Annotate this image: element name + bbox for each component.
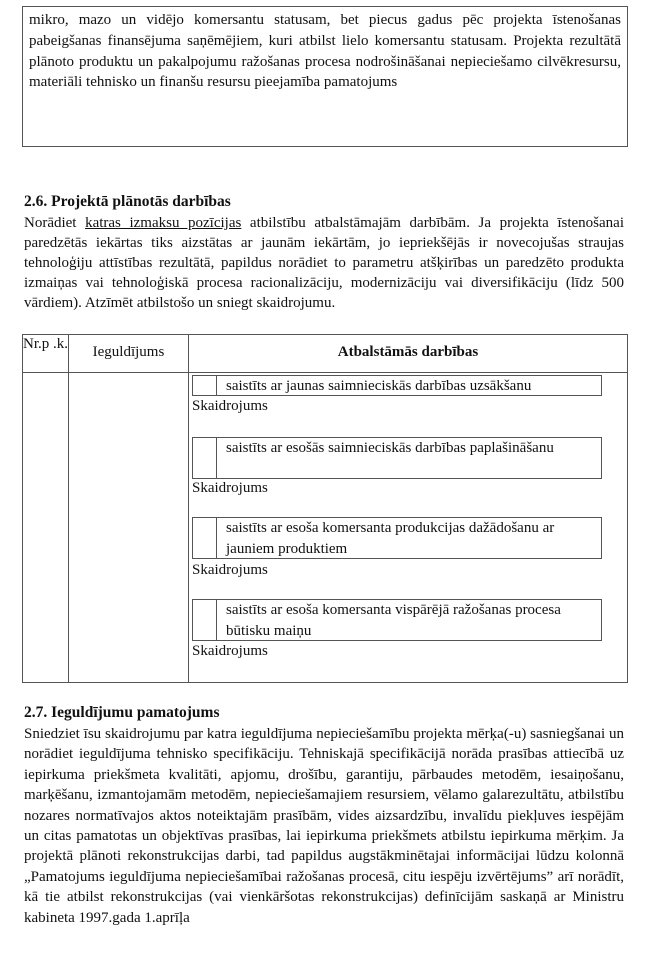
option-4 bbox=[192, 599, 602, 641]
nr-cell[interactable] bbox=[23, 373, 69, 683]
instructions-part-2: atbilstību atbalstāmajām darbībām. Ja projekta īstenošanai paredzētās iekārtas tiks aizstātas ar jaunām iekārtām, jo iepriekšējās ir novecojušas straujas tehnoloģiju attīstības rezultātā, papildus norādiet to parametru atšķirības un paredzēto produkta izmaiņas vai tehnoloģiskā procesa racionalizāciju, modernizāciju vai diversifikāciju (līdz 500 vārdiem). Atzīmēt atbilstošo un sniegt skaidrojumu. bbox=[24, 215, 624, 311]
option-1-box bbox=[192, 375, 602, 396]
intro-text: mikro, mazo un vidējo komersantu statusam, bet piecus gadus pēc projekta īstenošanas pabeigšanas finansējuma saņēmējiem, kuri atbilst lielo komersantu statusam. Projekta rezultātā plānoto produktu un pakalpojumu ražošanas procesa nodrošināšanai nepieciešamo cilvēkresursu, materiāli tehnisko un finanšu resursu pieejamība pamatojums bbox=[29, 12, 621, 91]
instructions-part-1: Norādiet bbox=[24, 215, 86, 231]
section-2-7-text: Sniedziet īsu skaidrojumu par katra ieguldījuma nepieciešamību projekta mērķa(-u) sasniegšanai un norādiet ieguldījuma tehnisko specifikāciju. Tehniskajā specifikācijā norāda prasības attiecībā uz iepirkuma priekšmeta kvalitāti, apjomu, drošību, garantiju, pārbaudes metodēm, iesaiņošanu, marķēšanu, izmantojamām metodēm, nepieciešamajiem resursiem, vēlamo galarezultātu, atbilstību nozares normatīvajos aktos noteiktajām prasībām, vides aizsardzību, invalīdu piekļuves iespējām un citas pamatotas un objektīvas prasības, lai iepirkuma priekšmets atbilstu iepirkuma mērķim. Ja projektā plānoti rekonstrukcijas darbi, tad papildus augstākminētajai informācijai lūdzu kolonnā „Pamatojums ieguldījuma nepieciešamībai ražošanas procesā, citu iespēju izvērtējums” arī norādīt, kā tie atbilst rekonstrukcijas (vai vienkāršotas rekonstrukcijas) definīcijām saskaņā ar Ministru kabineta 1997.gada 1.aprīļa bbox=[24, 726, 624, 926]
option-3-checkbox[interactable] bbox=[193, 518, 217, 558]
option-4-explanation-label: Skaidrojums bbox=[192, 643, 268, 659]
option-3-label: saistīts ar esoša komersanta produkcijas dažādošanu ar jauniem produktiem bbox=[226, 520, 555, 557]
option-4-checkbox[interactable] bbox=[193, 600, 217, 640]
option-4-label: saistīts ar esoša komersanta vispārējā ražošanas procesa būtisku maiņu bbox=[226, 602, 561, 639]
option-1 bbox=[192, 375, 602, 396]
col-investment-header: Ieguldījums bbox=[69, 335, 189, 373]
option-1-checkbox[interactable] bbox=[193, 376, 217, 395]
option-3-box bbox=[192, 517, 602, 559]
investment-cell[interactable] bbox=[69, 373, 189, 683]
option-2-label: saistīts ar esošās saimnieciskās darbības paplašināšanu bbox=[226, 440, 554, 456]
option-1-label: saistīts ar jaunas saimnieciskās darbības uzsākšanu bbox=[226, 378, 532, 394]
cost-items-underlined: katras izmaksu pozīcijas bbox=[85, 215, 242, 231]
option-2-box bbox=[192, 437, 602, 479]
option-3-explanation-label: Skaidrojums bbox=[192, 562, 268, 578]
option-2-explanation-label: Skaidrojums bbox=[192, 480, 268, 496]
option-1-explanation-label: Skaidrojums bbox=[192, 398, 268, 414]
section-2-7-heading: 2.7. Ieguldījumu pamatojums bbox=[24, 704, 220, 721]
option-4-box bbox=[192, 599, 602, 641]
option-2 bbox=[192, 437, 602, 479]
option-3 bbox=[192, 517, 602, 559]
section-2-6-instructions bbox=[24, 213, 624, 313]
col-nr-header: Nr.p .k. bbox=[23, 335, 69, 373]
option-2-checkbox[interactable] bbox=[193, 438, 217, 478]
section-2-6-heading: 2.6. Projektā plānotās darbības bbox=[24, 193, 231, 210]
col-activities-header: Atbalstāmās darbības bbox=[189, 335, 628, 373]
intro-text-box[interactable] bbox=[22, 6, 628, 147]
